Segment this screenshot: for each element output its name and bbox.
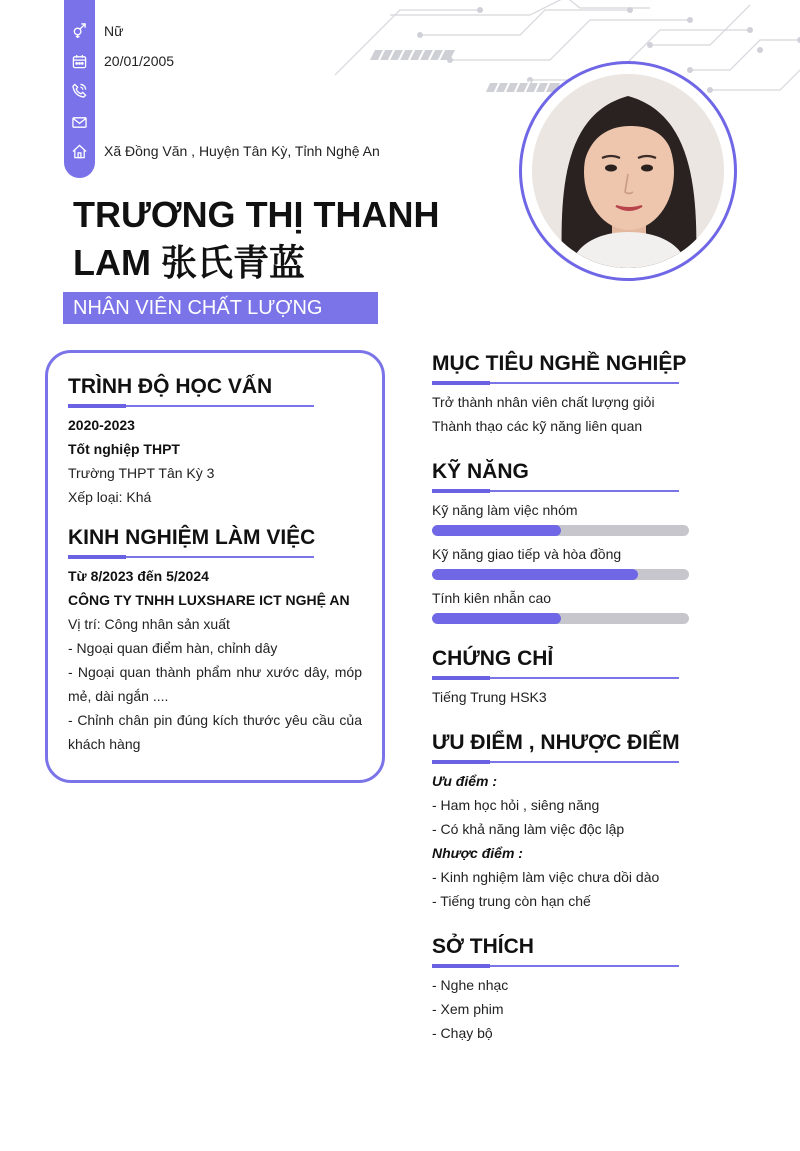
gender-text: Nữ bbox=[104, 23, 124, 39]
experience-task: - Ngoại quan điểm hàn, chỉnh dây bbox=[68, 640, 278, 656]
experience-task: - Ngoại quan thành phẩm như xước dây, móp mẻ, dài ngắn .... bbox=[68, 664, 362, 704]
con-item: - Kinh nghiệm làm việc chưa dồi dào bbox=[432, 869, 660, 885]
objective-heading: MỤC TIÊU NGHỀ NGHIỆP bbox=[432, 352, 687, 375]
certificate-item: Tiếng Trung HSK3 bbox=[432, 689, 547, 705]
skill-bar-fill bbox=[432, 525, 561, 536]
hobbies-heading-rule bbox=[432, 965, 679, 967]
hobbies-heading: SỞ THÍCH bbox=[432, 935, 534, 958]
home-icon bbox=[72, 144, 87, 159]
dob-text: 20/01/2005 bbox=[104, 53, 175, 69]
experience-company: CÔNG TY TNHH LUXSHARE ICT NGHỆ AN bbox=[68, 592, 350, 608]
pros-cons-heading-rule bbox=[432, 761, 679, 763]
phone-icon bbox=[72, 83, 87, 98]
contact-icon-bar bbox=[64, 0, 95, 178]
hobby-item: - Xem phim bbox=[432, 1001, 504, 1017]
skill-bar-fill bbox=[432, 613, 561, 624]
skill-label: Kỹ năng làm việc nhóm bbox=[432, 502, 578, 518]
experience-heading: KINH NGHIỆM LÀM VIỆC bbox=[68, 526, 316, 549]
pros-cons-heading: ƯU ĐIỂM , NHƯỢC ĐIỂM bbox=[432, 731, 680, 754]
cons-label: Nhược điểm : bbox=[432, 845, 523, 861]
education-heading-rule bbox=[68, 405, 314, 407]
pros-label: Ưu điểm : bbox=[432, 773, 497, 789]
pro-item: - Ham học hỏi , siêng năng bbox=[432, 797, 600, 813]
education-degree: Tốt nghiệp THPT bbox=[68, 441, 180, 457]
full-name bbox=[73, 191, 493, 287]
skills-heading-rule bbox=[432, 490, 679, 492]
email-icon bbox=[72, 115, 87, 130]
certificates-heading-rule bbox=[432, 677, 679, 679]
experience-task: - Chỉnh chân pin đúng kích thước yêu cầu của khách hàng bbox=[68, 712, 362, 752]
education-years: 2020-2023 bbox=[68, 417, 135, 433]
skill-label: Tính kiên nhẫn cao bbox=[432, 590, 552, 606]
name-line-2: LAM 张氏青蓝 bbox=[73, 242, 305, 283]
skill-bar bbox=[432, 569, 689, 580]
pro-item: - Có khả năng làm việc độc lập bbox=[432, 821, 625, 837]
education-heading: TRÌNH ĐỘ HỌC VẤN bbox=[68, 375, 273, 398]
certificates-heading: CHỨNG CHỈ bbox=[432, 647, 554, 670]
skill-bar bbox=[432, 613, 689, 624]
job-title: NHÂN VIÊN CHẤT LƯỢNG bbox=[63, 292, 378, 324]
objective-line: Trở thành nhân viên chất lượng giỏi bbox=[432, 394, 655, 410]
experience-period: Từ 8/2023 đến 5/2024 bbox=[68, 568, 209, 584]
portrait-illustration bbox=[532, 74, 724, 268]
con-item: - Tiếng trung còn hạn chế bbox=[432, 893, 591, 909]
experience-position: Vị trí: Công nhân sản xuất bbox=[68, 616, 230, 632]
education-grade: Xếp loại: Khá bbox=[68, 489, 152, 505]
objective-line: Thành thạo các kỹ năng liên quan bbox=[432, 418, 643, 434]
skill-label: Kỹ năng giao tiếp và hòa đồng bbox=[432, 546, 622, 562]
hobby-item: - Chạy bộ bbox=[432, 1025, 493, 1041]
skills-heading: KỸ NĂNG bbox=[432, 460, 529, 483]
objective-heading-rule bbox=[432, 382, 679, 384]
address-text: Xã Đồng Văn , Huyện Tân Kỳ, Tỉnh Nghệ An bbox=[104, 143, 380, 159]
gender-icon bbox=[72, 23, 87, 38]
skill-bar-fill bbox=[432, 569, 638, 580]
hobby-item: - Nghe nhạc bbox=[432, 977, 509, 993]
profile-photo bbox=[532, 74, 724, 268]
experience-heading-rule bbox=[68, 556, 314, 558]
education-school: Trường THPT Tân Kỳ 3 bbox=[68, 465, 215, 481]
skill-bar bbox=[432, 525, 689, 536]
name-line-1: TRƯƠNG THỊ THANH bbox=[73, 194, 440, 235]
calendar-icon bbox=[72, 54, 87, 69]
profile-photo-frame bbox=[519, 61, 737, 281]
